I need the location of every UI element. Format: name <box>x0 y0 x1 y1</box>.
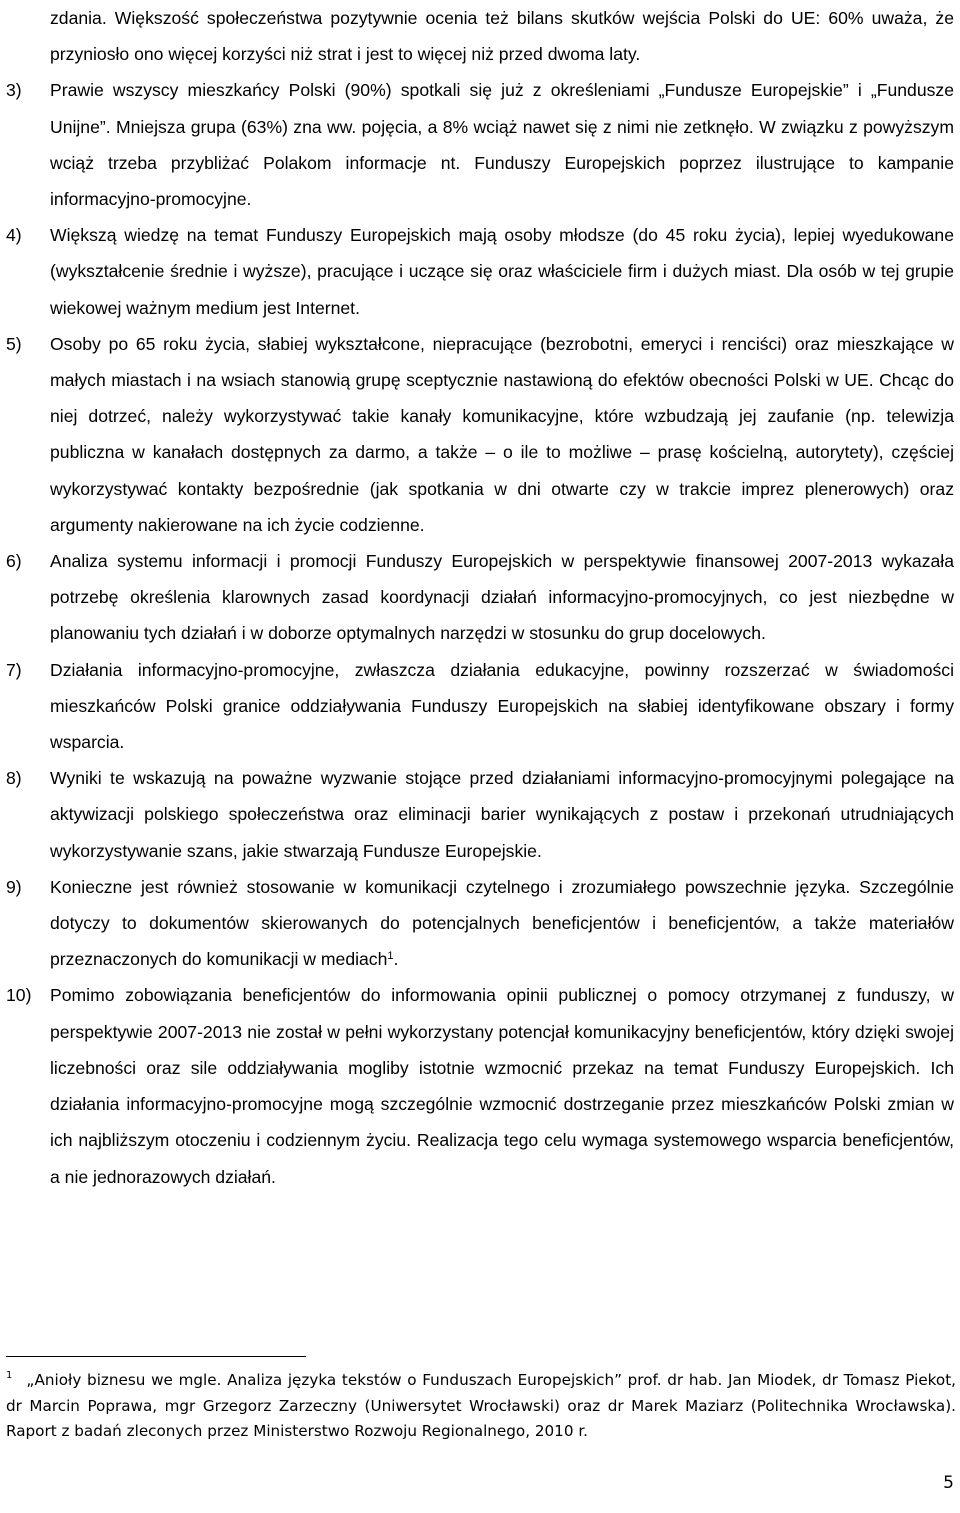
footnote-marker: 1 <box>6 1370 13 1381</box>
list-item-number: 7) <box>6 659 22 680</box>
list-item-text: Działania informacyjno-promocyjne, zwłaszcza działania edukacyjne, powinny rozszerzać w świadomości mieszkańców Polski granice oddziaływania Funduszy Europejskich na słabiej identyfikowane obszary i formy wsparcia. <box>50 659 954 753</box>
footnote-separator <box>6 1356 306 1357</box>
list-item-5 <box>0 326 960 543</box>
list-item-text-wrapper <box>50 869 960 978</box>
list-item-text: Wyniki te wskazują na poważne wyzwanie stojące przed działaniami informacyjno-promocyjnymi polegające na aktywizacji polskiego społeczeństwa oraz eliminacji barier wynikających z postaw i przekonań utrudniających wykorzystywanie szans, jakie stwarzają Fundusze Europejskie. <box>50 768 954 861</box>
list-item-3 <box>0 72 960 217</box>
list-item-number: 8) <box>6 768 22 789</box>
list-item-number: 5) <box>6 333 22 354</box>
list-item-6 <box>0 543 960 652</box>
list-item-text: Prawie wszyscy mieszkańcy Polski (90%) spotkali się już z określeniami „Fundusze Europejskie” i „Fundusze Unijne”. Mniejsza grupa (63%) zna ww. pojęcia, a 8% wciąż nawet się z nimi nie zetknęło. W związku z powyższym wciąż trzeba przybliżać Polakom informacje nt. Funduszy Europejskich poprzez ilustrujące to kampanie informacyjno-promocyjne. <box>50 80 954 210</box>
footnote-text: „Anioły biznesu we mgle. Analiza języka tekstów o Funduszach Europejskich” prof. dr hab. Jan Miodek, dr Tomasz Piekot, dr Marcin Poprawa, mgr Grzegorz Zarzeczny (Uniwersytet Wrocławski) oraz dr Marek Maziarz (Politechnika Wrocławska). Raport z badań zleconych przez Ministerstwo Rozwoju Regionalnego, 2010 r. <box>6 1371 956 1440</box>
list-item-4 <box>0 217 960 326</box>
page-number: 5 <box>943 1473 954 1493</box>
list-item-text: Analiza systemu informacji i promocji Funduszy Europejskich w perspektywie finansowej 2007-2013 wykazała potrzebę określenia klarownych zasad koordynacji działań informacyjno-promocyjnych, co jest niezbędne w planowaniu tych działań i w doborze optymalnych narzędzi w stosunku do grup docelowych. <box>50 551 954 644</box>
list-item-number: 9) <box>6 876 22 897</box>
list-item-9 <box>0 869 960 978</box>
list-item-number: 4) <box>6 225 22 246</box>
list-item-number: 3) <box>6 80 22 101</box>
list-item-text: Pomimo zobowiązania beneficjentów do informowania opinii publicznej o pomocy otrzymanej z funduszy, w perspektywie 2007-2013 nie został w pełni wykorzystany potencjał komunikacyjny beneficjentów, który dzięki swojej liczebności oraz sile oddziaływania mogliby istotnie wzmocnić przekaz na temat Funduszy Europejskich. Ich działania informacyjno-promocyjne mogą szczególnie wzmocnić dostrzeganie przez mieszkańców Polski zmian w ich najbliższym otoczeniu i codziennym życiu. Realizacja tego celu wymaga systemowego wsparcia beneficjentów, a nie jednorazowych działań. <box>50 985 954 1187</box>
list-item-number: 6) <box>6 551 22 572</box>
list-item-text: Konieczne jest również stosowanie w komunikacji czytelnego i zrozumiałego powszechnie języka. Szczególnie dotyczy to dokumentów skierowanych do potencjalnych beneficjentów i beneficjentów, a także materiałów przeznaczonych do komunikacji w mediach <box>50 876 954 970</box>
list-item-7 <box>0 652 960 761</box>
list-item-text: Osoby po 65 roku życia, słabiej wykształcone, niepracujące (bezrobotni, emeryci i renciści) oraz mieszkające w małych miastach i na wsiach stanowią grupę sceptycznie nastawioną do efektów obecności Polski w UE. Chcąc do niej dotrzeć, należy wykorzystywać takie kanały komunikacyjne, które wzbudzają jej zaufanie (np. telewizja publiczna w kanałach dostępnych za darmo, a także – o ile to możliwe – prasę kościelną, autorytety), częściej wykorzystywać kontakty bezpośrednie (jak spotkania w dni otwarte czy w trakcie imprez plenerowych) oraz argumenty nakierowane na ich życie codzienne. <box>50 333 954 535</box>
list-item-number: 10) <box>6 985 32 1006</box>
list-item-8 <box>0 760 960 869</box>
list-item-10 <box>0 977 960 1194</box>
footnote <box>6 1368 956 1445</box>
list-item-suffix: . <box>393 949 399 970</box>
footnote-reference[interactable]: 1 <box>387 950 394 963</box>
intro-paragraph: zdania. Większość społeczeństwa pozytywnie ocenia też bilans skutków wejścia Polski do UE: 60% uważa, że przyniosło ono więcej korzyści niż strat i jest to więcej niż przed dwoma laty. <box>50 8 954 65</box>
list-item-text: Większą wiedzę na temat Funduszy Europejskich mają osoby młodsze (do 45 roku życia), lepiej wyedukowane (wykształcenie średnie i wyższe), pracujące i uczące się oraz właściciele firm i dużych miast. Dla osób w tej grupie wiekowej ważnym medium jest Internet. <box>50 225 954 318</box>
